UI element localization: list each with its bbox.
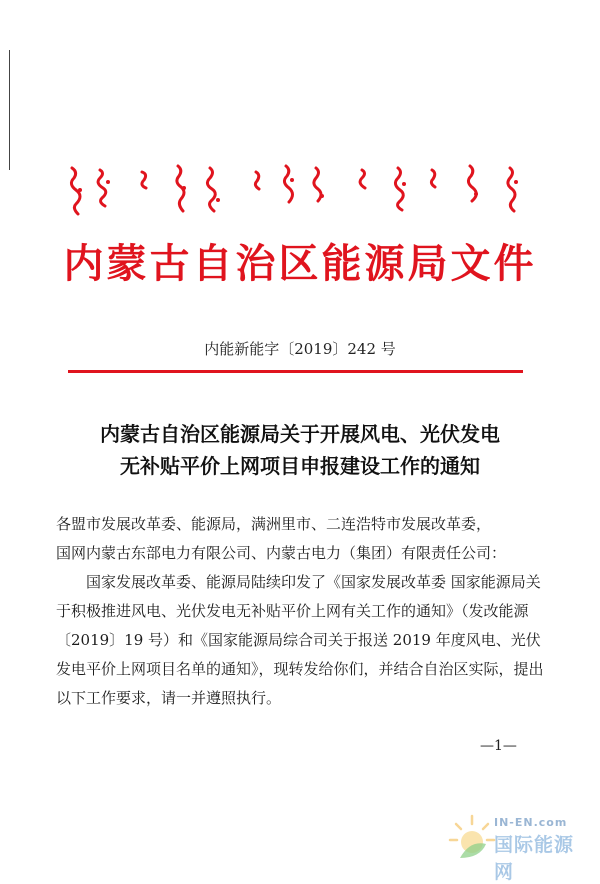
addressee-line-2: 国网内蒙古东部电力有限公司、内蒙古电力（集团）有限责任公司： <box>56 544 507 562</box>
page-number: —1— <box>480 738 517 754</box>
mongolian-script-graphic <box>60 160 540 218</box>
page-edge-line <box>9 50 10 170</box>
addressee-line-1: 各盟市发展改革委、能源局，满洲里市、二连浩特市发展改革委， <box>56 515 492 533</box>
document-title-line-1: 内蒙古自治区能源局关于开展风电、光伏发电 <box>100 422 500 446</box>
document-number: 内能新能字〔2019〕242 号 <box>204 340 396 358</box>
document-title <box>0 418 600 482</box>
red-divider-line <box>68 370 523 373</box>
document-title-line-2: 无补贴平价上网项目申报建设工作的通知 <box>120 454 480 478</box>
sun-leaf-icon <box>446 812 498 864</box>
watermark-site-name: 国际能源网 <box>494 834 575 883</box>
document-body <box>56 510 546 713</box>
issuer-header-title: 内蒙古自治区能源局文件 <box>63 241 537 287</box>
mongolian-script-title <box>60 160 540 218</box>
body-paragraph: 国家发展改革委、能源局陆续印发了《国家发展改革委 国家能源局关于积极推进风电、光伏发电无补贴平价上网有关工作的通知》（发改能源〔2019〕19 号）和《国家能源局综合司关于报送 2019 年度风电、光伏发电平价上网项目名单的通知》，现转发给你们，并结合自治区实际，提出以下工作要求，请一并遵照执行。 <box>56 573 544 707</box>
watermark-site-url: IN-EN.com <box>494 816 568 829</box>
watermark-logo <box>442 810 592 883</box>
